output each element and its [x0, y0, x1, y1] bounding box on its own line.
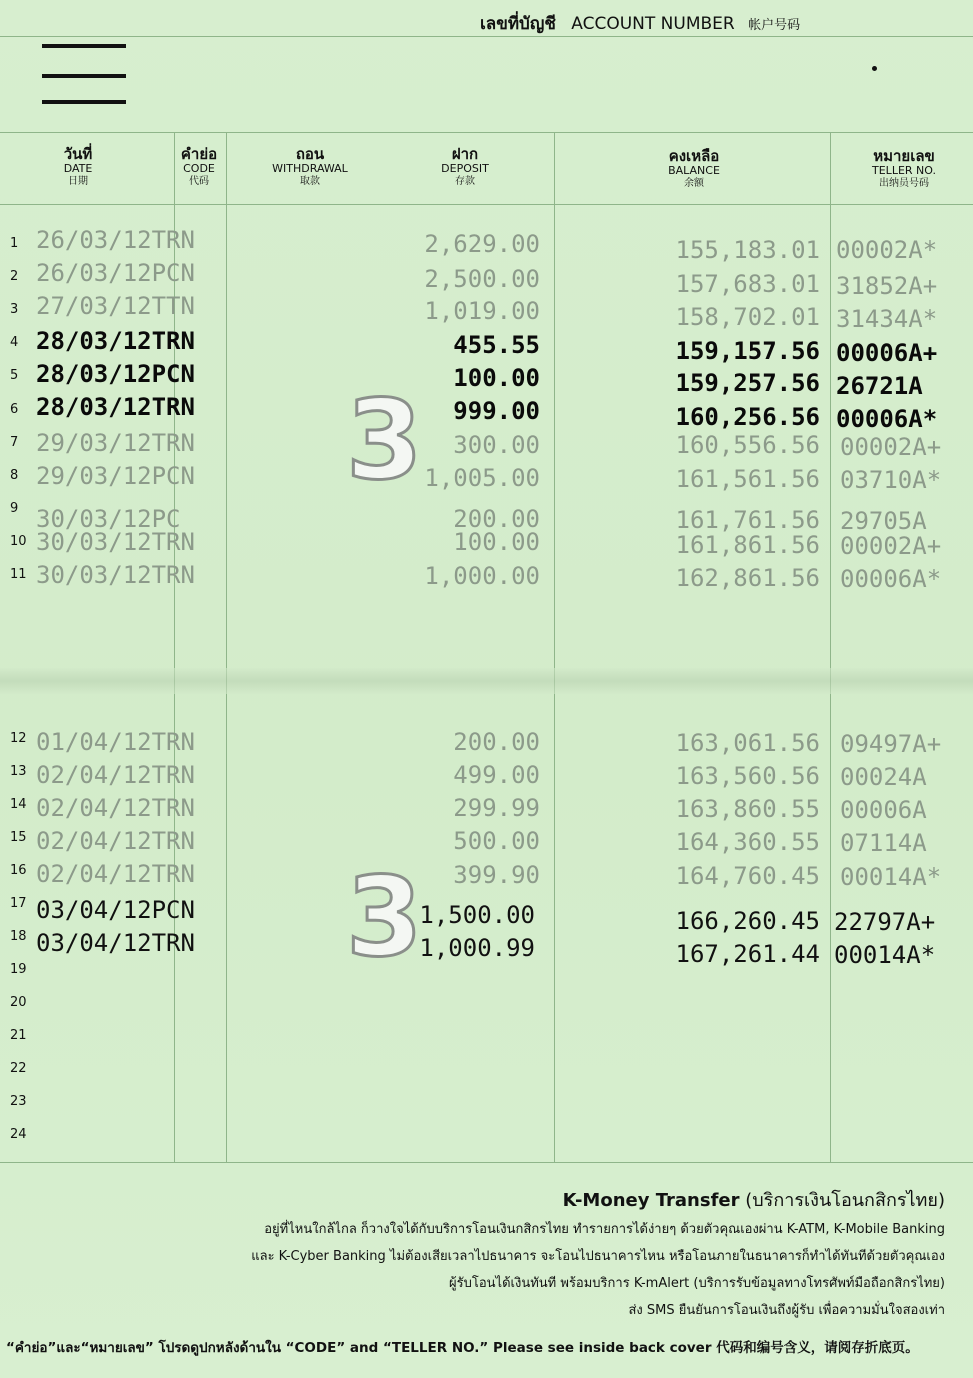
deposit-amount: 500.00 [453, 827, 540, 855]
row-number: 8 [10, 468, 19, 483]
row-number: 4 [10, 335, 19, 350]
date-code: 03/04/12PCN [36, 896, 195, 924]
deposit-amount: 999.00 [453, 397, 540, 425]
date-code: 29/03/12TRN [36, 429, 195, 457]
balance-amount: 164,360.55 [675, 828, 820, 856]
teller-number: 00006A* [840, 565, 942, 593]
balance-amount: 161,861.56 [675, 531, 820, 559]
deposit-amount: 200.00 [453, 505, 540, 533]
teller-number: 22797A+ [834, 908, 936, 936]
promo-line: ผู้รับโอนได้เงินทันที พร้อมบริการ K-mAlert (บริการรับข้อมูลทางโทรศัพท์มือถือกสิกรไทย) [449, 1276, 945, 1291]
deposit-amount: 1,005.00 [424, 464, 540, 492]
promo-title [563, 1185, 945, 1214]
row-number: 21 [10, 1028, 27, 1043]
balance-amount: 159,257.56 [675, 369, 820, 397]
header-teller: หมายเลข TELLER NO. 出纳员号码 [872, 147, 936, 189]
date-code: 02/04/12TRN [36, 827, 195, 855]
teller-number: 00002A+ [840, 532, 942, 560]
date-code: 29/03/12PCN [36, 462, 195, 490]
deposit-amount: 2,500.00 [424, 265, 540, 293]
balance-amount: 157,683.01 [675, 270, 820, 298]
deposit-amount: 100.00 [453, 364, 540, 392]
date-code: 27/03/12TTN [36, 292, 195, 320]
balance-amount: 163,860.55 [675, 795, 820, 823]
row-number: 7 [10, 435, 19, 450]
balance-amount: 163,560.56 [675, 762, 820, 790]
teller-number: 00006A* [836, 405, 938, 433]
page-mark: 3 [346, 853, 423, 981]
teller-number: 31434A* [836, 305, 938, 333]
promo-title-en: K-Money Transfer [562, 1190, 740, 1211]
balance-amount: 160,556.56 [675, 431, 820, 459]
deposit-amount: 1,000.00 [424, 562, 540, 590]
balance-amount: 166,260.45 [675, 907, 820, 935]
teller-number: 00014A* [834, 941, 936, 969]
promo-line: และ K-Cyber Banking ไม่ต้องเสียเวลาไปธนาคาร จะโอนไปธนาคารไหน หรือโอนภายในธนาคารก็ทำได้ทันทีด้วยตัวคุณเอง [251, 1249, 945, 1264]
account-label-zh: 帐户号码 [748, 18, 801, 33]
promo-line: อยู่ที่ไหนใกล้ไกล ก็วางใจได้กับบริการโอนเงินกสิกรไทย ทำรายการได้ง่ายๆ ด้วยตัวคุณเองผ่าน K-ATM, K-Mobile Banking [264, 1222, 945, 1237]
deposit-amount: 1,019.00 [424, 297, 540, 325]
balance-amount: 155,183.01 [675, 236, 820, 264]
balance-amount: 159,157.56 [675, 337, 820, 365]
teller-number: 00002A+ [840, 433, 942, 461]
date-code: 02/04/12TRN [36, 761, 195, 789]
deposit-amount: 455.55 [453, 331, 540, 359]
account-label-en: ACCOUNT NUMBER [571, 14, 735, 34]
row-number: 22 [10, 1061, 27, 1076]
row-number: 18 [10, 929, 27, 944]
date-code: 30/03/12TRN [36, 528, 195, 556]
date-code: 02/04/12TRN [36, 794, 195, 822]
teller-number: 09497A+ [840, 730, 942, 758]
balance-amount: 167,261.44 [675, 940, 820, 968]
header-date: วันที่ DATE 日期 [63, 145, 93, 187]
balance-amount: 161,761.56 [675, 506, 820, 534]
row-number: 15 [10, 830, 27, 845]
row-number: 5 [10, 368, 19, 383]
deposit-amount: 1,500.00 [419, 901, 535, 929]
deposit-amount: 200.00 [453, 728, 540, 756]
deposit-amount: 300.00 [453, 431, 540, 459]
row-number: 24 [10, 1127, 27, 1142]
row-number: 3 [10, 302, 19, 317]
row-number: 16 [10, 863, 27, 878]
row-number: 23 [10, 1094, 27, 1109]
page-mark: 3 [346, 376, 423, 504]
row-number: 1 [10, 236, 19, 251]
column-divider [226, 132, 227, 1162]
row-number: 2 [10, 269, 19, 284]
date-code: 03/04/12TRN [36, 929, 195, 957]
balance-amount: 162,861.56 [675, 564, 820, 592]
divider [0, 132, 973, 133]
teller-number: 00024A [840, 763, 927, 791]
column-divider [830, 132, 831, 1162]
page-fold [0, 668, 973, 694]
date-code: 26/03/12PCN [36, 259, 195, 287]
header-withdrawal: ถอน WITHDRAWAL 取款 [272, 145, 348, 187]
balance-amount: 164,760.45 [675, 862, 820, 890]
deposit-amount: 299.99 [453, 794, 540, 822]
row-number: 6 [10, 402, 19, 417]
row-number: 20 [10, 995, 27, 1010]
date-code: 01/04/12TRN [36, 728, 195, 756]
teller-number: 03710A* [840, 466, 942, 494]
divider [0, 1162, 973, 1163]
teller-number: 29705A [840, 507, 927, 535]
date-code: 28/03/12PCN [36, 360, 195, 388]
row-number: 17 [10, 896, 27, 911]
column-divider [554, 132, 555, 1162]
balance-amount: 163,061.56 [675, 729, 820, 757]
divider [0, 204, 973, 205]
row-number: 11 [10, 567, 27, 582]
date-code: 30/03/12TRN [36, 561, 195, 589]
date-code: 30/03/12PC [36, 505, 181, 533]
footer-note: “คำย่อ”และ“หมายเลข” โปรดดูปกหลังด้านใน “CODE” and “TELLER NO.” Please see inside back cover 代码和编号含义，请阅存折底页。 [6, 1340, 919, 1356]
balance-amount: 160,256.56 [675, 403, 820, 431]
deposit-amount: 499.00 [453, 761, 540, 789]
redaction-bar [42, 100, 126, 104]
promo-title-th: (บริการเงินโอนกสิกรไทย) [745, 1190, 945, 1211]
redaction-bar [42, 44, 126, 48]
balance-amount: 158,702.01 [675, 303, 820, 331]
teller-number: 00006A+ [836, 339, 938, 367]
row-number: 19 [10, 962, 27, 977]
header-code: คำย่อ CODE 代码 [180, 145, 218, 187]
deposit-amount: 100.00 [453, 528, 540, 556]
divider [0, 36, 973, 37]
date-code: 02/04/12TRN [36, 860, 195, 888]
row-number: 12 [10, 731, 27, 746]
deposit-amount: 2,629.00 [424, 230, 540, 258]
balance-amount: 161,561.56 [675, 465, 820, 493]
ink-dot [872, 66, 877, 71]
row-number: 10 [10, 534, 27, 549]
date-code: 26/03/12TRN [36, 226, 195, 254]
header-balance: คงเหลือ BALANCE 余额 [668, 147, 720, 189]
teller-number: 00014A* [840, 863, 942, 891]
header-deposit: ฝาก DEPOSIT 存款 [441, 145, 489, 187]
teller-number: 31852A+ [836, 272, 938, 300]
redaction-bar [42, 74, 126, 78]
teller-number: 00006A [840, 796, 927, 824]
teller-number: 00002A* [836, 236, 938, 264]
teller-number: 07114A [840, 829, 927, 857]
date-code: 28/03/12TRN [36, 327, 195, 355]
deposit-amount: 1,000.99 [419, 934, 535, 962]
row-number: 13 [10, 764, 27, 779]
account-number-label [480, 10, 800, 37]
promo-line: ส่ง SMS ยืนยันการโอนเงินถึงผู้รับ เพื่อความมั่นใจสองเท่า [628, 1303, 945, 1318]
account-label-th: เลขที่บัญชี [480, 14, 556, 34]
deposit-amount: 399.90 [453, 861, 540, 889]
teller-number: 26721A [836, 372, 923, 400]
date-code: 28/03/12TRN [36, 393, 195, 421]
row-number: 14 [10, 797, 27, 812]
row-number: 9 [10, 501, 19, 516]
